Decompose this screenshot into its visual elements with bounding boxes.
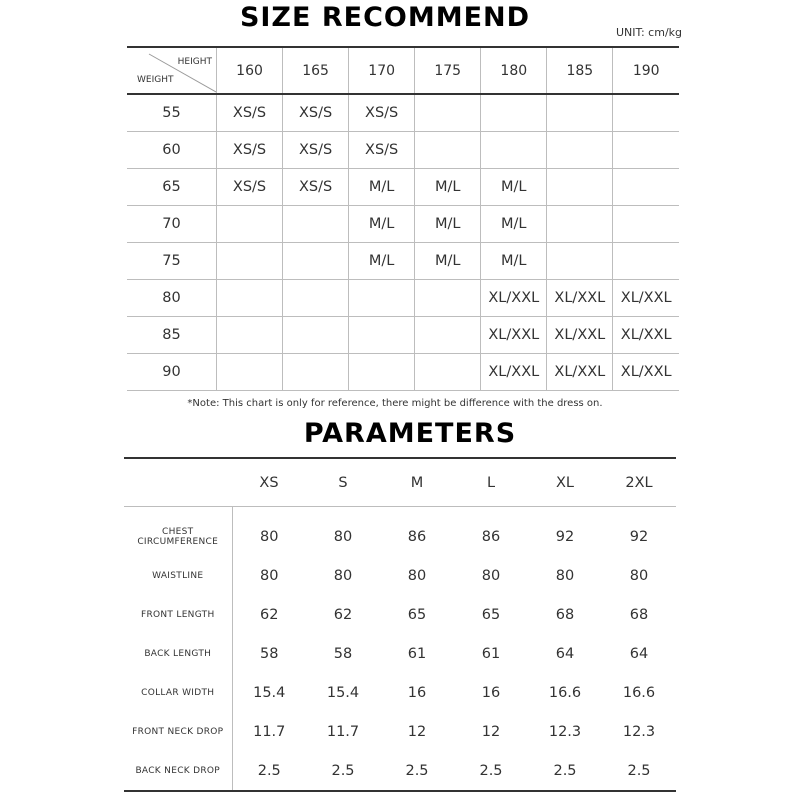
size-cell [217,280,283,317]
parameter-value: 11.7 [253,723,286,740]
size-table-row [127,317,679,354]
parameter-value: 12.3 [622,723,656,740]
size-cell [415,280,481,317]
parameter-label: FRONT NECK DROP [124,712,232,751]
size-cell [415,354,481,391]
size-cell [547,206,613,243]
size-cell [283,206,349,243]
parameter-value: 12 [481,723,501,740]
size-table-row [127,169,679,206]
weight-cell: 85 [127,317,217,354]
weight-cell: 80 [127,280,217,317]
size-table-row [127,280,679,317]
parameter-row [124,595,676,634]
size-cell: XL/XXL [613,317,679,354]
size-cell [283,243,349,280]
weight-cell: 70 [127,206,217,243]
size-table-row [127,354,679,391]
size-cell: XL/XXL [613,354,679,391]
parameter-value: 11.7 [326,723,360,740]
parameter-value: 16 [481,684,501,701]
size-cell: M/L [415,206,481,243]
weight-axis-label: WEIGHT [137,75,174,85]
size-cell: M/L [481,206,547,243]
size-cell [349,280,415,317]
height-header: 180 [481,47,547,94]
size-cell [349,317,415,354]
size-cell [613,243,679,280]
parameter-value: 12.3 [548,723,582,740]
size-cell: M/L [481,169,547,206]
height-header: 160 [217,47,283,94]
parameter-row [124,634,676,673]
parameter-value: 2.5 [380,751,454,791]
parameters-title: PARAMETERS [303,418,517,449]
size-table-body [127,94,679,391]
parameter-value: 80 [629,567,649,584]
size-cell [217,317,283,354]
parameter-value: 80 [555,567,575,584]
size-cell [283,317,349,354]
parameter-value: 86 [481,528,501,545]
diagonal-divider [127,48,217,93]
size-cell: XL/XXL [547,317,613,354]
size-cell: XL/XXL [481,317,547,354]
parameter-value: 16.6 [622,684,656,701]
parameter-value: 58 [260,645,279,662]
size-cell [547,132,613,169]
parameter-value: 62 [260,606,279,623]
unit-label: UNIT: cm/kg [615,26,682,39]
parameter-value: 2.5 [306,751,380,791]
weight-cell: 60 [127,132,217,169]
parameter-value: 61 [481,645,501,662]
height-header: 175 [415,47,481,94]
size-cell: M/L [349,169,415,206]
size-table-header-row [127,47,679,94]
parameter-value: 80 [333,567,353,584]
size-cell: M/L [349,206,415,243]
size-cell: XS/S [283,132,349,169]
size-cell [613,94,679,132]
size-cell: XL/XXL [547,354,613,391]
size-header: L [454,458,528,507]
parameter-value: 64 [555,645,575,662]
parameter-value: 80 [260,567,279,584]
size-cell: XL/XXL [613,280,679,317]
parameter-label: FRONT LENGTH [124,595,232,634]
size-cell: XS/S [349,94,415,132]
parameter-value: 16 [407,684,427,701]
parameter-value: 80 [333,528,353,545]
size-recommend-title: SIZE RECOMMEND [239,2,531,33]
size-cell: XL/XXL [481,280,547,317]
size-table-row [127,206,679,243]
parameter-value: 68 [555,606,575,623]
parameter-value: 80 [407,567,427,584]
size-cell [217,206,283,243]
size-cell [547,94,613,132]
parameter-value: 15.4 [326,684,360,701]
size-cell [349,354,415,391]
size-cell: XS/S [283,169,349,206]
parameters-corner-cell [124,458,232,507]
size-cell [481,132,547,169]
size-cell: XS/S [349,132,415,169]
size-cell: XS/S [217,132,283,169]
parameter-row [124,751,676,791]
size-header: XS [232,458,306,507]
parameters-header-row [124,458,676,507]
parameter-value: 64 [629,645,649,662]
size-table-row [127,94,679,132]
weight-cell: 55 [127,94,217,132]
size-header: XL [528,458,602,507]
parameter-value: 16.6 [548,684,582,701]
size-cell [613,206,679,243]
size-cell [415,94,481,132]
size-recommend-table [127,46,679,391]
parameter-label: COLLAR WIDTH [124,673,232,712]
height-axis-label: HEIGHT [177,57,212,67]
size-header: 2XL [602,458,676,507]
parameter-value: 65 [481,606,501,623]
parameter-row [124,673,676,712]
size-cell [283,354,349,391]
size-table-row [127,243,679,280]
corner-cell [127,47,217,94]
parameter-value: 12 [407,723,427,740]
size-header: M [380,458,454,507]
parameter-value: 68 [629,606,649,623]
parameter-value: 86 [407,528,427,545]
parameter-value: 58 [333,645,353,662]
size-cell [481,94,547,132]
size-cell: XS/S [217,169,283,206]
size-cell: XL/XXL [547,280,613,317]
size-cell: XS/S [217,94,283,132]
parameter-value: 2.5 [602,751,676,791]
size-cell: XL/XXL [481,354,547,391]
parameter-value: 92 [629,528,649,545]
parameters-table-body [124,507,676,792]
parameter-label: WAISTLINE [124,556,232,595]
parameter-value: 80 [481,567,501,584]
parameter-label: BACK LENGTH [124,634,232,673]
weight-cell: 75 [127,243,217,280]
parameter-label: CHEST CIRCUMFERENCE [124,507,232,557]
parameter-value: 2.5 [528,751,602,791]
reference-note: *Note: This chart is only for reference, there might be difference with the dress on. [187,398,603,409]
parameter-value: 65 [407,606,427,623]
size-cell: M/L [415,243,481,280]
parameter-value: 2.5 [232,751,306,791]
size-cell: M/L [349,243,415,280]
size-cell: M/L [415,169,481,206]
height-header: 185 [547,47,613,94]
parameter-value: 15.4 [253,684,286,701]
parameter-row [124,507,676,557]
parameter-row [124,556,676,595]
size-cell [547,243,613,280]
parameters-table [124,457,676,792]
size-cell [613,132,679,169]
weight-cell: 65 [127,169,217,206]
parameter-value: 92 [555,528,575,545]
size-cell [547,169,613,206]
parameter-label: BACK NECK DROP [124,751,232,791]
weight-cell: 90 [127,354,217,391]
size-cell: M/L [481,243,547,280]
size-cell [217,354,283,391]
height-header: 190 [613,47,679,94]
size-header: S [306,458,380,507]
parameter-value: 2.5 [454,751,528,791]
size-cell [283,280,349,317]
parameter-value: 61 [407,645,427,662]
parameter-value: 80 [260,528,279,545]
height-header: 165 [283,47,349,94]
parameter-value: 62 [333,606,353,623]
size-cell: XS/S [283,94,349,132]
size-table-row [127,132,679,169]
height-header: 170 [349,47,415,94]
size-cell [217,243,283,280]
size-cell [415,317,481,354]
size-cell [415,132,481,169]
parameter-row [124,712,676,751]
size-cell [613,169,679,206]
